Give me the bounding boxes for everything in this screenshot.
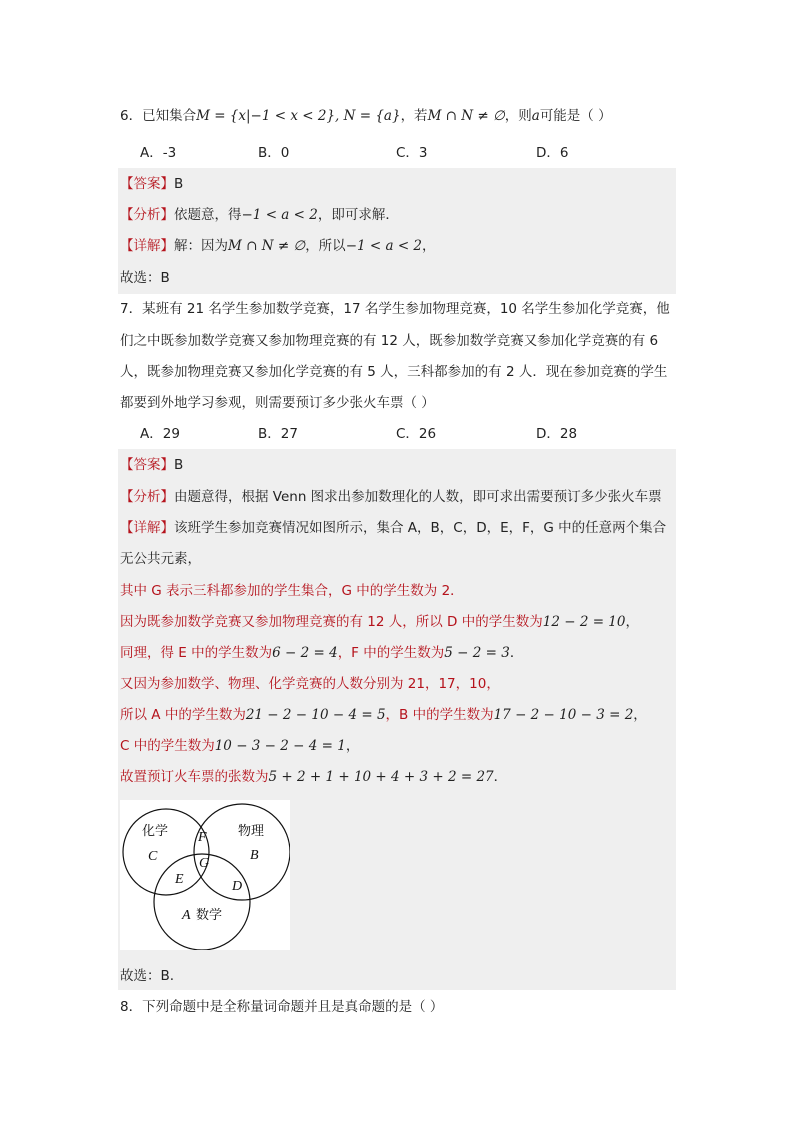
- q7-option-b: B．27: [258, 426, 298, 442]
- q7-option-c: C．26: [396, 426, 437, 442]
- q6-detail: 【详解】解：因为M ∩ N ≠ ∅，所以−1 < a < 2，: [120, 238, 436, 254]
- venn-label-chemistry: 化学: [142, 823, 169, 838]
- venn-region-b: B: [250, 848, 259, 863]
- q7-choice: 故选：B.: [120, 968, 175, 984]
- q6-option-c: C．3: [396, 145, 428, 161]
- venn-label-math: 数学: [196, 907, 223, 922]
- venn-diagram: [120, 800, 290, 950]
- q6-option-d: D．6: [536, 145, 569, 161]
- q7-stem-line-2: 们之中既参加数学竞赛又参加物理竞赛的有 12 人，既参加数学竞赛又参加化学竞赛的有 6: [120, 333, 659, 349]
- q7-detail-line-6: 又因为参加数学、物理、化学竞赛的人数分别为 21，17，10，: [120, 676, 500, 692]
- venn-region-f: F: [198, 830, 207, 845]
- q7-answer: 【答案】B: [120, 457, 184, 473]
- q6-choice: 故选：B: [120, 270, 170, 286]
- q7-option-d: D．28: [536, 426, 578, 442]
- q7-number: 7．: [120, 301, 143, 317]
- q7-analysis: 【分析】由题意得，根据 Venn 图求出参加数理化的人数，即可求出需要预订多少张火车票: [120, 489, 662, 505]
- q7-stem-line-1: 7．某班有 21 名学生参加数学竞赛，17 名学生参加物理竞赛，10 名学生参加化学竞赛，他: [120, 301, 670, 317]
- venn-region-g: G: [199, 856, 210, 871]
- venn-label-physics: 物理: [238, 823, 265, 838]
- q6-stem: 6．已知集合M = {x|−1 < x < 2}, N = {a}，若M ∩ N ≠ ∅，则a可能是（ ）: [120, 108, 612, 124]
- q8-number: 8．: [120, 999, 143, 1015]
- q8-stem: 8．下列命题中是全称量词命题并且是真命题的是（ ）: [120, 999, 444, 1015]
- q6-solution-block: [118, 168, 676, 294]
- venn-circle-chemistry: [123, 809, 209, 895]
- q7-detail-line-1: 【详解】该班学生参加竞赛情况如图所示，集合 A，B，C，D，E，F，G 中的任意两个集合: [120, 520, 667, 536]
- q6-option-a: A．-3: [140, 145, 177, 161]
- q7-detail-line-4: 因为既参加数学竞赛又参加物理竞赛的有 12 人，所以 D 中的学生数为12 − 2 = 10，: [120, 614, 639, 630]
- venn-diagram-svg: [120, 800, 290, 950]
- q7-detail-line-7: 所以 A 中的学生数为21 − 2 − 10 − 4 = 5，B 中的学生数为17 − 2 − 10 − 3 = 2，: [120, 707, 647, 723]
- q7-detail-line-5: 同理，得 E 中的学生数为6 − 2 = 4，F 中的学生数为5 − 2 = 3．: [120, 645, 524, 661]
- q6-number: 6．: [120, 108, 143, 124]
- q7-option-a: A．29: [140, 426, 180, 442]
- venn-region-d: D: [232, 879, 243, 894]
- q7-stem-line-4: 都要到外地学习参观，则需要预订多少张火车票（ ）: [120, 395, 435, 411]
- q7-stem-line-3: 人，既参加物理竞赛又参加化学竞赛的有 5 人，三科都参加的有 2 人．现在参加竞赛的学生: [120, 364, 668, 380]
- q6-analysis: 【分析】依题意，得−1 < a < 2，即可求解．: [120, 207, 399, 223]
- q7-detail-line-8: C 中的学生数为10 − 3 − 2 − 4 = 1，: [120, 738, 360, 754]
- venn-region-a: A: [182, 908, 191, 923]
- q7-detail-line-3: 其中 G 表示三科都参加的学生集合，G 中的学生数为 2．: [120, 583, 464, 599]
- q7-detail-line-9: 故置预订火车票的张数为5 + 2 + 1 + 10 + 4 + 3 + 2 = 27．: [120, 769, 508, 785]
- venn-region-e: E: [175, 872, 184, 887]
- q6-answer: 【答案】B: [120, 176, 184, 192]
- q6-option-b: B．0: [258, 145, 290, 161]
- q7-detail-line-2: 无公共元素，: [120, 551, 201, 567]
- venn-region-c: C: [148, 849, 158, 864]
